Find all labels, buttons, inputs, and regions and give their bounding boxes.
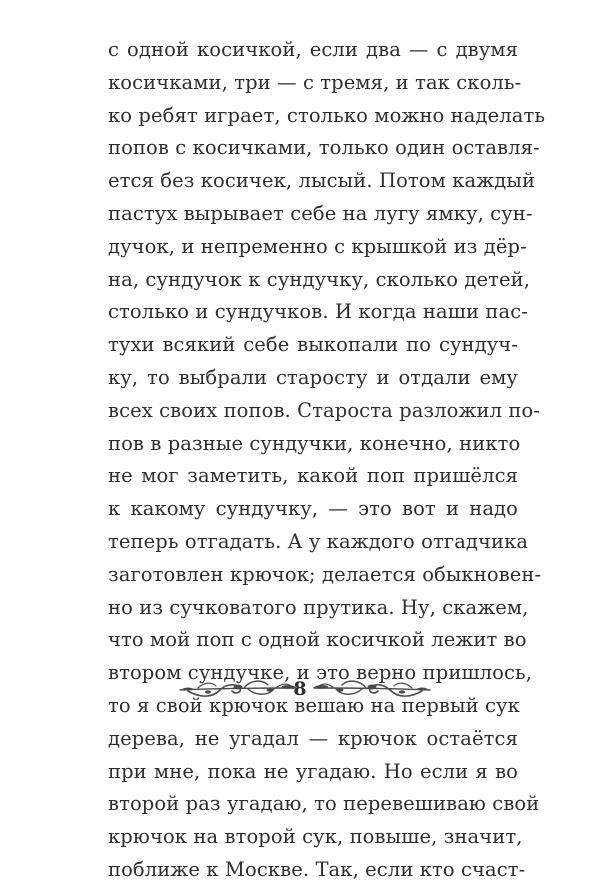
text-line-18: но из сучковатого прутика. Ну, скажем,: [108, 595, 529, 619]
text-line-12: всех своих попов. Староста разложил по-: [108, 398, 541, 422]
text-line-26: поближе к Москве. Так, если кто счаст-: [108, 857, 526, 881]
text-line-23: при мне, пока не угадаю. Но если я во: [108, 759, 518, 783]
text-line-24: второй раз угадаю, то перевешиваю свой: [108, 792, 540, 816]
text-line-1: с одной косичкой, если два — с двумя: [108, 38, 518, 61]
text-line-3: ко ребят играет, столько можно наделать: [108, 103, 546, 127]
text-line-6: пастух вырывает себе на лугу ямку, сун-: [108, 201, 533, 225]
text-line-15: к какому сундучку, — это вот и надо: [108, 497, 518, 521]
text-line-17: заготовлен крючок; делается обыкновен-: [108, 562, 542, 586]
text-line-22: дерева, не угадал — крючок остаётся: [108, 726, 518, 750]
text-line-19: что мой поп с одной косичкой лежит во: [108, 628, 527, 652]
text-line-8: на, сундучок к сундучку, сколько детей,: [108, 267, 531, 291]
text-line-5: ется без косичек, лысый. Потом каждый: [108, 169, 536, 193]
text-line-21: то я свой крючок вешаю на первый сук: [108, 693, 520, 717]
text-line-13: пов в разные сундучки, конечно, никто: [108, 431, 521, 455]
text-line-9: столько и сундучков. И когда наши пас-: [108, 300, 528, 324]
text-line-14: не мог заметить, какой поп пришёлся: [108, 464, 518, 488]
text-line-10: тухи всякий себе выкопали по сундуч-: [108, 333, 518, 357]
text-line-20: втором сундучке, и это верно пришлось,: [108, 661, 533, 685]
flourish-right-icon: [310, 676, 432, 702]
text-line-25: крючок на второй сук, повыше, значит,: [108, 825, 523, 849]
text-line-7: дучок, и непременно с крышкой из дёр-: [108, 234, 527, 258]
text-line-4: попов с косичками, только один оставля-: [108, 136, 540, 160]
text-line-11: ку, то выбрали старосту и отдали ему: [108, 365, 518, 389]
text-line-2: косичками, три — с тремя, и так сколь-: [108, 70, 522, 94]
page-footer: [0, 672, 600, 706]
text-line-16: теперь отгадать. А у каждого отгадчика: [108, 529, 529, 553]
body-text: [108, 34, 546, 887]
page-number: 8: [293, 678, 307, 700]
